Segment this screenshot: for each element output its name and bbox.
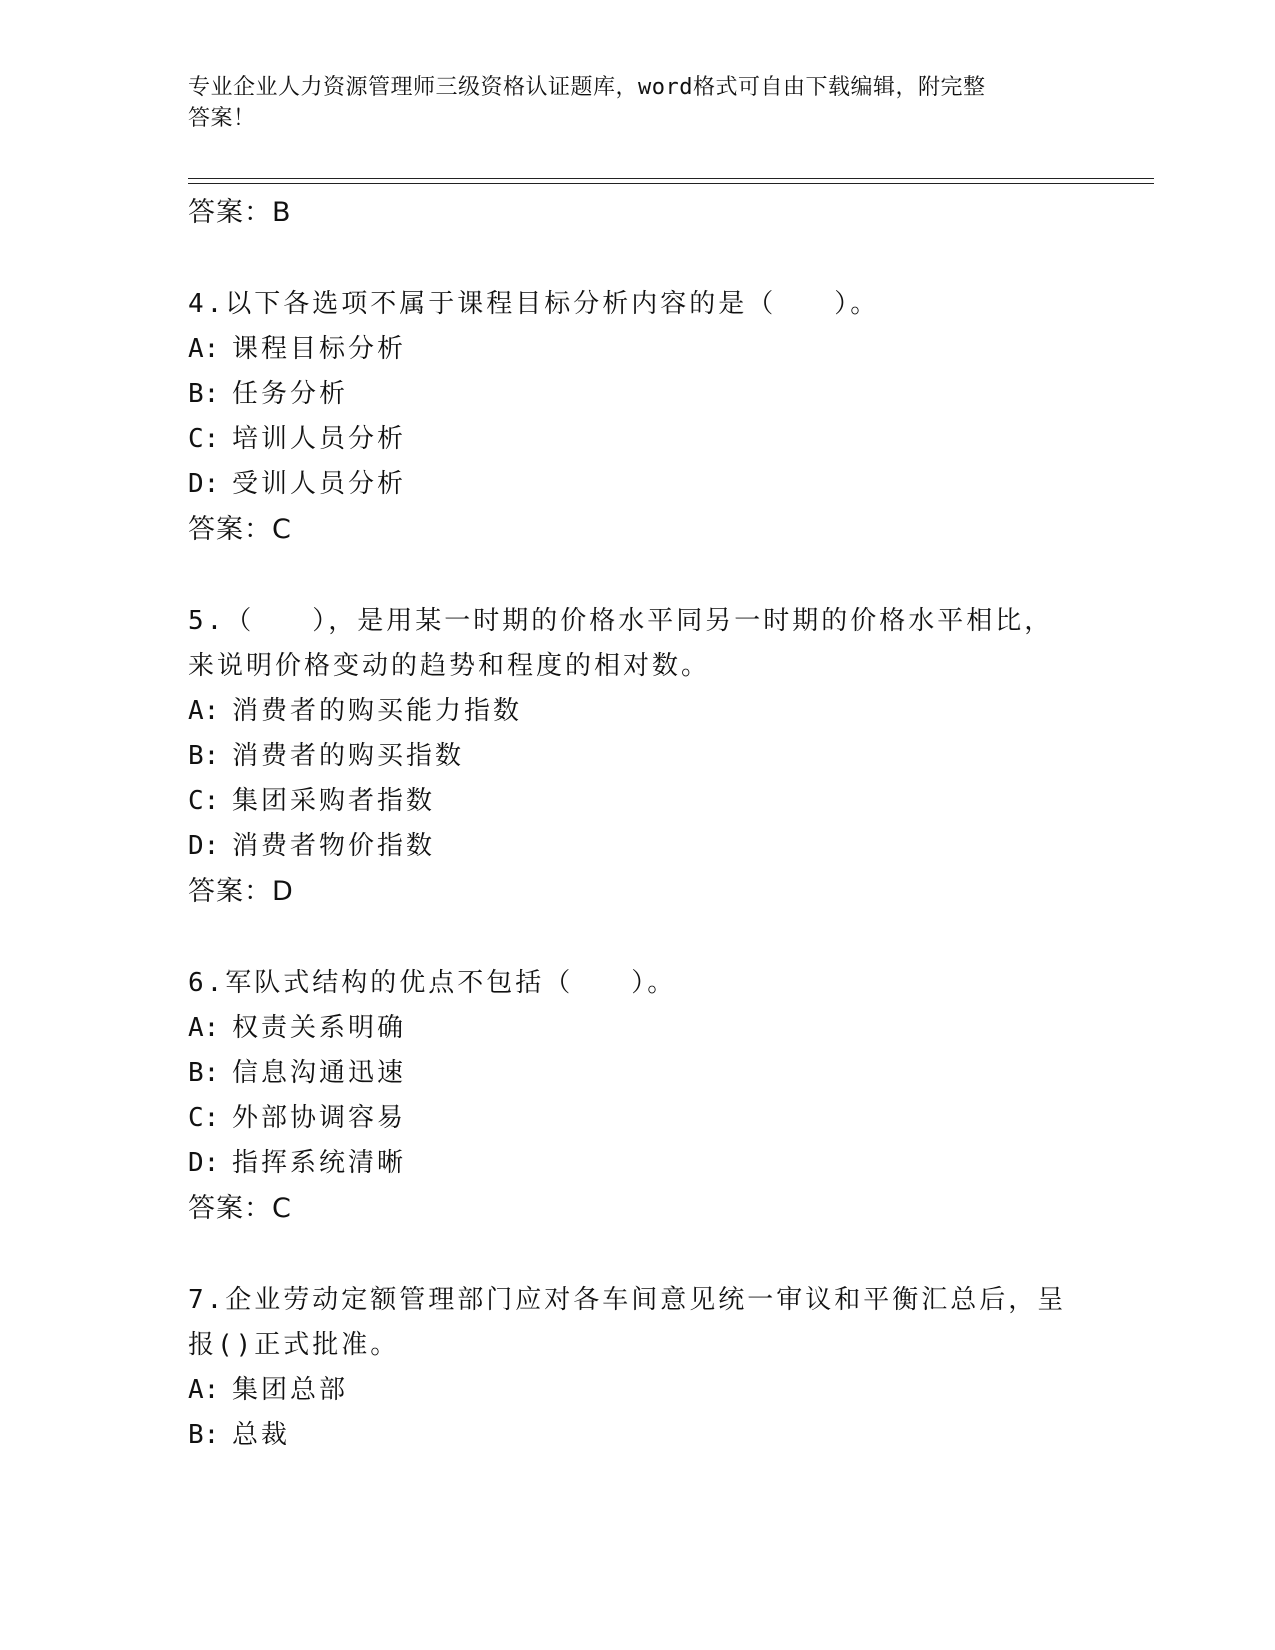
question-block [188, 282, 1088, 552]
option-text: 消费者的购买指数 [232, 741, 465, 771]
option-c [188, 1096, 1088, 1141]
page-header [188, 72, 1068, 134]
option-text: 外部协调容易 [232, 1103, 407, 1133]
answer-line: 答案：C [188, 1193, 292, 1224]
option-b [188, 734, 1088, 779]
option-label: B: [188, 1420, 220, 1450]
option-label: C: [188, 1103, 220, 1133]
option-c [188, 779, 1088, 824]
header-line-2: 答案！ [188, 106, 256, 131]
option-label: A: [188, 696, 220, 726]
question-list [188, 190, 1088, 1458]
option-label: D: [188, 469, 220, 499]
header-line-1: 专业企业人力资源管理师三级资格认证题库，word格式可自由下载编辑，附完整 [188, 75, 986, 100]
option-a [188, 327, 1088, 372]
option-b [188, 1413, 1088, 1458]
option-label: B: [188, 379, 220, 409]
option-text: 集团总部 [232, 1375, 349, 1405]
option-text: 指挥系统清晰 [232, 1148, 407, 1178]
answer-line: 答案：B [188, 197, 292, 228]
question-block [188, 599, 1088, 914]
option-c [188, 417, 1088, 462]
header-divider-top [188, 178, 1154, 179]
question-stem: 5.（ ），是用某一时期的价格水平同另一时期的价格水平相比， [188, 606, 1054, 636]
option-text: 受训人员分析 [232, 469, 407, 499]
answer-line: 答案：D [188, 876, 294, 907]
option-label: A: [188, 1375, 220, 1405]
option-text: 消费者物价指数 [232, 831, 436, 861]
answer-line: 答案：C [188, 514, 292, 545]
option-a [188, 1368, 1088, 1413]
option-a [188, 1006, 1088, 1051]
option-label: B: [188, 741, 220, 771]
header-divider-bottom [188, 183, 1154, 184]
option-d [188, 1141, 1088, 1186]
option-d [188, 462, 1088, 507]
option-text: 权责关系明确 [232, 1013, 407, 1043]
option-label: D: [188, 1148, 220, 1178]
option-text: 总裁 [232, 1420, 291, 1450]
option-b [188, 372, 1088, 417]
option-text: 培训人员分析 [232, 424, 407, 454]
option-text: 消费者的购买能力指数 [232, 696, 523, 726]
option-d [188, 824, 1088, 869]
option-text: 任务分析 [232, 379, 349, 409]
option-label: C: [188, 424, 220, 454]
question-stem: 7.企业劳动定额管理部门应对各车间意见统一审议和平衡汇总后，呈 [188, 1285, 1067, 1315]
question-stem-cont: 来说明价格变动的趋势和程度的相对数。 [188, 651, 711, 681]
option-text: 课程目标分析 [232, 334, 407, 364]
option-label: A: [188, 334, 220, 364]
question-stem-cont: 报()正式批准。 [188, 1330, 400, 1360]
question-block [188, 1278, 1088, 1458]
question-stem: 4.以下各选项不属于课程目标分析内容的是（ ）。 [188, 289, 880, 319]
question-block [188, 961, 1088, 1231]
option-label: C: [188, 786, 220, 816]
option-a [188, 689, 1088, 734]
option-text: 信息沟通迅速 [232, 1058, 407, 1088]
option-label: D: [188, 831, 220, 861]
option-label: B: [188, 1058, 220, 1088]
question-stem: 6.军队式结构的优点不包括（ ）。 [188, 968, 677, 998]
option-b [188, 1051, 1088, 1096]
option-label: A: [188, 1013, 220, 1043]
option-text: 集团采购者指数 [232, 786, 436, 816]
